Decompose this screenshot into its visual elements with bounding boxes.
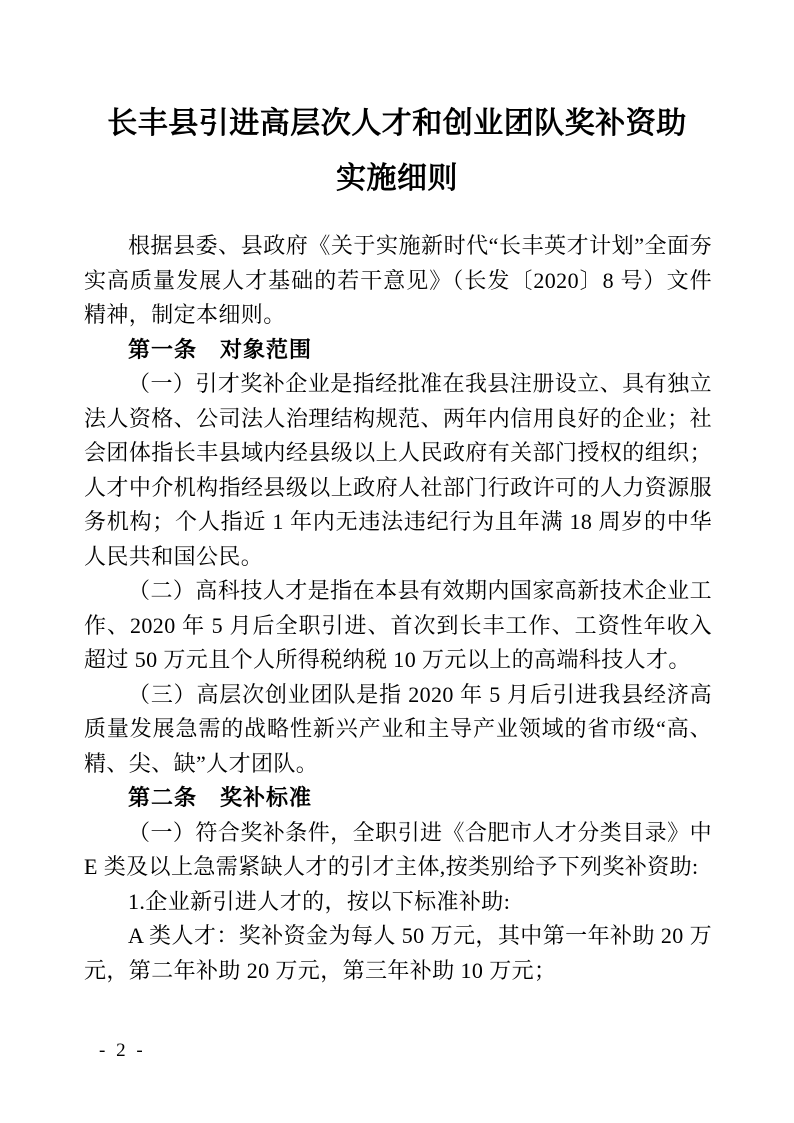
section-heading: 第二条 奖补标准 [128, 785, 313, 810]
document-body [84, 229, 712, 988]
body-paragraph: 1.企业新引进人才的，按以下标准补助: [128, 888, 511, 914]
section-heading: 第一条 对象范围 [128, 336, 313, 362]
body-paragraph: （二）高科技人才是指在本县有效期内国家高新技术企业工作、2020 年 5 月后全职引进、首次到长丰工作、工资性年收入超过 50 万元且个人所得税纳税 10 万元以上的高端科技人才。 [84, 578, 712, 672]
page-number: - 2 - [99, 1040, 146, 1061]
document-title [0, 0, 794, 206]
document-title-line-2: 实施细则 [336, 162, 458, 195]
body-paragraph: 根据县委、县政府《关于实施新时代“长丰英才计划”全面夯实高质量发展人才基础的若干意见》（长发〔2020〕8 号）文件精神，制定本细则。 [84, 233, 712, 327]
body-paragraph: （三）高层次创业团队是指 2020 年 5 月后引进我县经济高质量发展急需的战略性新兴产业和主导产业领域的省市级“高、精、尖、缺”人才团队。 [84, 681, 712, 776]
document-title-line-1: 长丰县引进高层次人才和创业团队奖补资助 [107, 107, 687, 140]
body-paragraph: A 类人才：奖补资金为每人 50 万元，其中第一年补助 20 万元，第二年补助 20 万元，第三年补助 10 万元； [84, 923, 712, 983]
body-paragraph: （一）符合奖补条件，全职引进《合肥市人才分类目录》中 E 类及以上急需紧缺人才的引才主体,按类别给予下列奖补资助: [84, 819, 712, 879]
body-paragraph: （一）引才奖补企业是指经批准在我县注册设立、具有独立法人资格、公司法人治理结构规范、两年内信用良好的企业；社会团体指长丰县域内经县级以上人民政府有关部门授权的组织；人才中介机构指经县级以上政府人社部门行政许可的人力资源服务机构；个人指近 1 年内无违法违纪行为且年满 18 周岁的中华人民共和国公民。 [84, 371, 712, 569]
